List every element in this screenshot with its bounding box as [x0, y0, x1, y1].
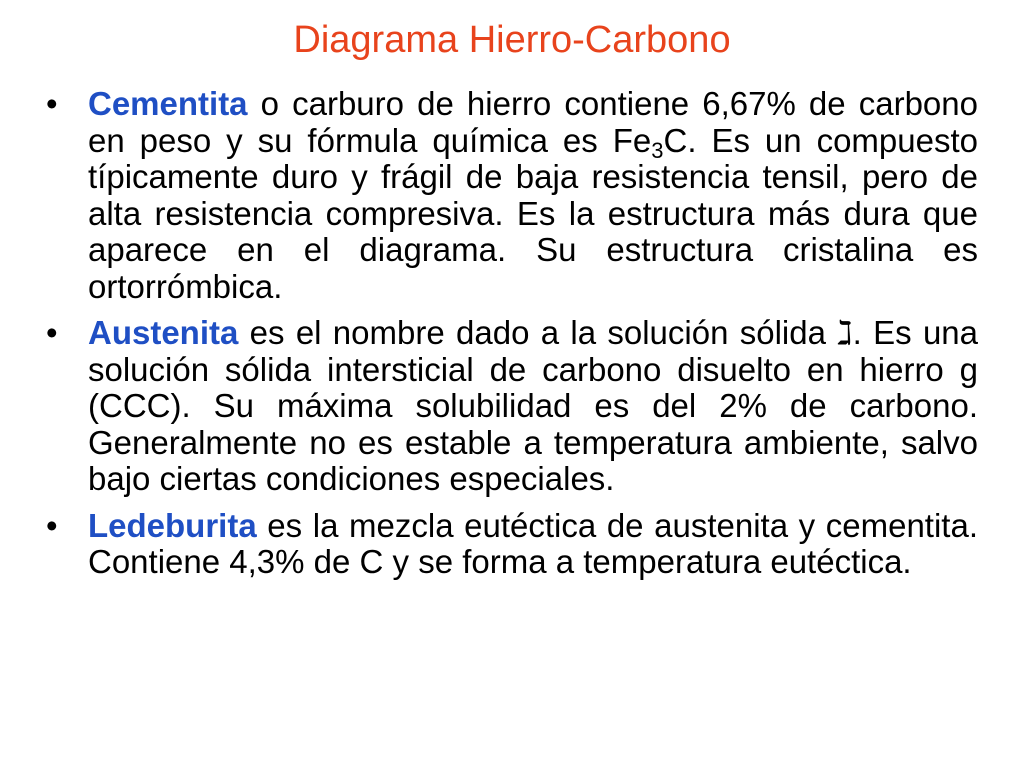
bullet-icon: • — [46, 506, 58, 544]
bullet-icon: • — [46, 314, 58, 351]
austenita-text: es el nombre dado a la solución sólida ℷ. Es una solución sólida intersticial de carbono disuelto en hierro g (CCC). Su máxima solubilidad es del 2% de carbono. Generalmente no es estable a temperatura ambiente, salvo bajo ciertas condiciones especiales. — [88, 314, 978, 497]
term-austenita: Austenita — [88, 314, 239, 351]
bullet-item-ledeburita — [46, 508, 978, 581]
ledeburita-text: es la mezcla eutéctica de austenita y cementita. Contiene 4,3% de C y se forma a temperatura eutéctica. — [88, 506, 978, 580]
term-cementita: Cementita — [88, 85, 248, 122]
bullet-list — [46, 86, 978, 591]
bullet-icon: • — [46, 85, 58, 122]
term-ledeburita: Ledeburita — [88, 506, 257, 544]
cementita-text: o carburo de hierro contiene 6,67% de carbono en peso y su fórmula química es Fe — [88, 85, 978, 159]
slide-title: Diagrama Hierro-Carbono — [293, 19, 731, 61]
formula-subscript: 3 — [651, 137, 664, 163]
bullet-item-cementita — [46, 86, 978, 305]
cementita-text-continued: C. Es un compuesto típicamente duro y frágil de baja resistencia tensil, pero de alta resistencia compresiva. Es la estructura más dura que aparece en el diagrama. Su estructura cristalina es ortorrómbica. — [88, 121, 978, 305]
bullet-item-austenita — [46, 315, 978, 498]
